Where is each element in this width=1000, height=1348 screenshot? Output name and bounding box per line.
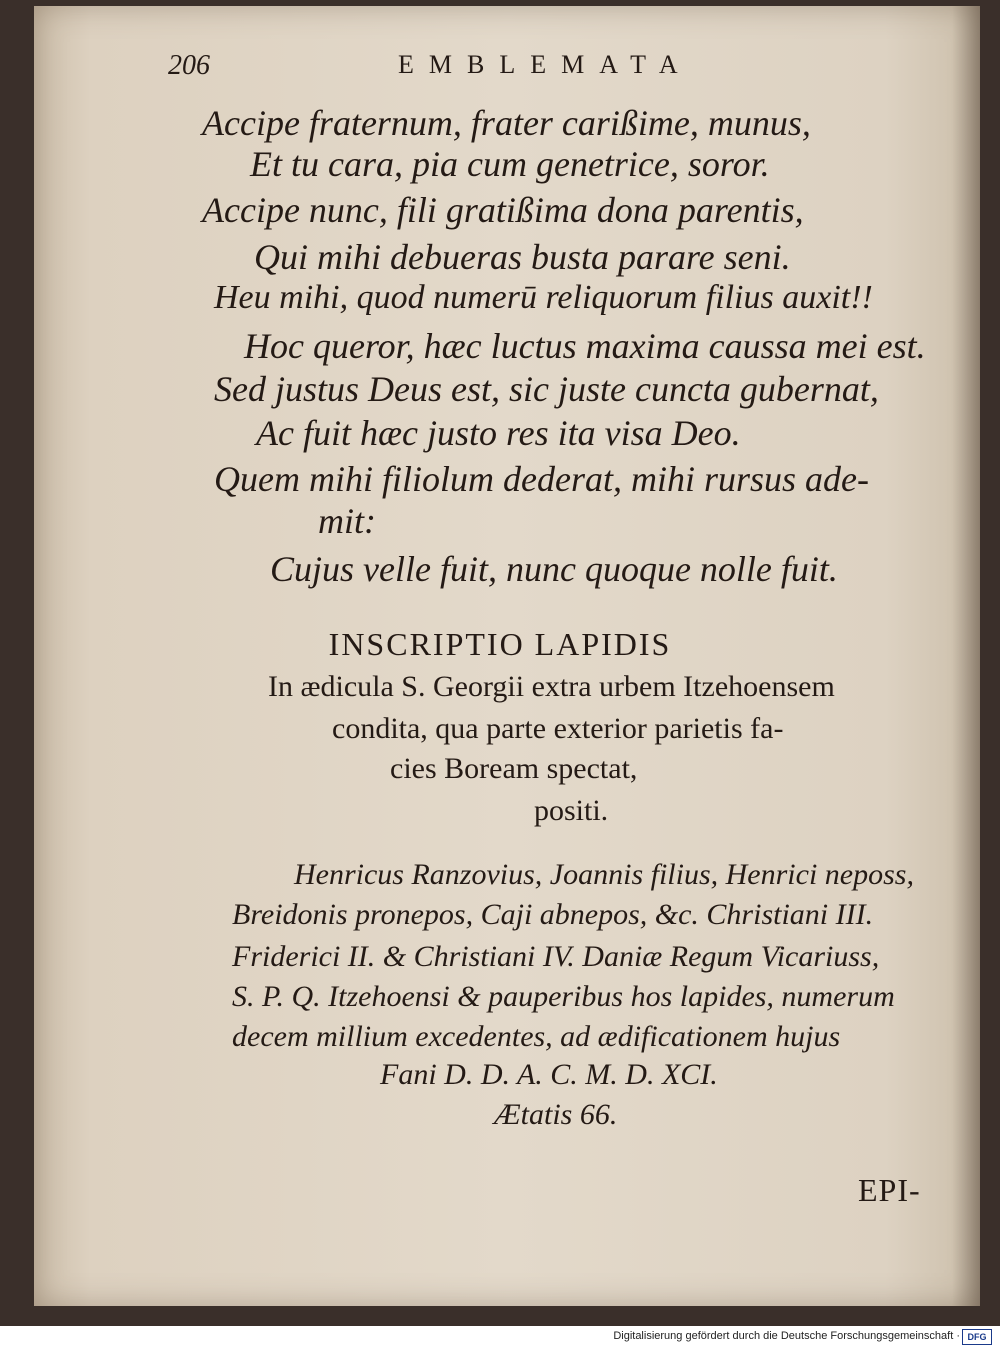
dedication-line: Ætatis 66. — [494, 1098, 618, 1131]
inscription-line: In ædicula S. Georgii extra urbem Itzehoensem — [268, 670, 835, 703]
dedication-line: S. P. Q. Itzehoensi & pauperibus hos lapides, numerum — [232, 980, 895, 1013]
dedication-line: decem millium excedentes, ad ædificationem hujus — [232, 1020, 841, 1053]
poem-line: Cujus velle fuit, nunc quoque nolle fuit. — [270, 549, 838, 589]
dedication-line: Fani D. D. A. C. M. D. XCI. — [380, 1058, 718, 1091]
footer-credit: Digitalisierung gefördert durch die Deutsche Forschungsgemeinschaft · — [613, 1330, 960, 1342]
inscription-line: positi. — [534, 794, 609, 827]
inscription-line: cies Boream spectat, — [390, 752, 638, 785]
running-title: EMBLEMATA — [398, 50, 693, 79]
poem-line: Ac fuit hæc justo res ita visa Deo. — [256, 413, 741, 453]
poem-line: Accipe nunc, fili gratißima dona parentis, — [202, 190, 804, 230]
poem-line: Hoc queror, hæc luctus maxima caussa mei est. — [244, 326, 926, 366]
dedication-line: Henricus Ranzovius, Joannis filius, Henrici neposs, — [294, 858, 914, 891]
page-number: 206 — [168, 50, 210, 81]
poem-line: Qui mihi debueras busta parare seni. — [254, 237, 791, 277]
poem-line: Accipe fraternum, frater carißime, munus, — [202, 103, 811, 143]
dedication-line: Friderici II. & Christiani IV. Daniæ Regum Vicariuss, — [232, 940, 880, 973]
poem-line: mit: — [318, 501, 376, 541]
dedication-line: Breidonis pronepos, Caji abnepos, &c. Christiani III. — [232, 898, 874, 931]
catchword: EPI- — [858, 1172, 921, 1208]
dfg-logo: DFG — [962, 1329, 992, 1345]
poem-line: Quem mihi filiolum dederat, mihi rursus ade- — [214, 459, 869, 499]
poem-line: Sed justus Deus est, sic juste cuncta gubernat, — [214, 369, 879, 409]
inscription-line: condita, qua parte exterior parietis fa- — [332, 712, 784, 745]
inscription-title: INSCRIPTIO LAPIDIS — [328, 626, 672, 662]
poem-line: Et tu cara, pia cum genetrice, soror. — [250, 144, 770, 184]
poem-line: Heu mihi, quod numerū reliquorum filius auxit!! — [214, 279, 873, 316]
